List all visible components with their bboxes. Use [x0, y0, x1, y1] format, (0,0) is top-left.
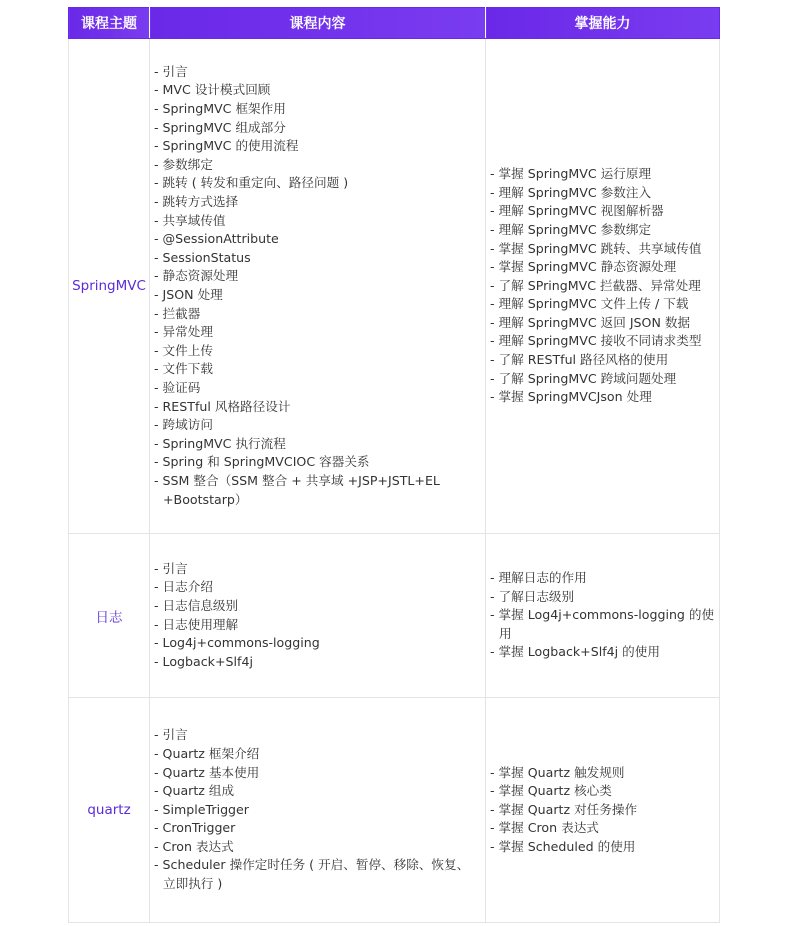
list-item: - Quartz 基本使用 — [154, 764, 260, 780]
list-item: - 跳转 ( 转发和重定向、路径问题 ) — [154, 175, 349, 191]
ability-cell — [486, 39, 720, 534]
list-item: - 掌握 Quartz 对任务操作 — [490, 801, 638, 817]
list-item: - 掌握 Scheduled 的使用 — [490, 838, 636, 854]
ability-list — [490, 165, 715, 407]
list-item: - 跳转方式选择 — [154, 194, 239, 210]
list-item: - SSM 整合（SSM 整合 + 共享域 +JSP+JSTL+EL +Bootstarp） — [154, 472, 440, 507]
list-item: - 参数绑定 — [154, 156, 213, 172]
list-item: - SessionStatus — [154, 249, 251, 265]
list-item: - SpringMVC 执行流程 — [154, 435, 286, 451]
list-item: - 理解 SpringMVC 文件上传 / 下载 — [490, 296, 689, 312]
list-item: - Quartz 框架介绍 — [154, 745, 260, 761]
list-item: - 了解 SpringMVC 跨域问题处理 — [490, 370, 677, 386]
ability-cell — [486, 698, 720, 923]
list-item: - 理解日志的作用 — [490, 570, 587, 586]
list-item: - 理解 SpringMVC 参数注入 — [490, 184, 652, 200]
list-item: - 掌握 Logback+Slf4j 的使用 — [490, 644, 660, 660]
topic-cell: 日志 — [69, 534, 150, 698]
list-item: - 掌握 Cron 表达式 — [490, 820, 599, 836]
course-table — [68, 7, 720, 923]
list-item: - 日志介绍 — [154, 579, 213, 595]
list-item: - 理解 SpringMVC 视图解析器 — [490, 203, 664, 219]
ability-list — [490, 569, 715, 662]
content-cell — [150, 698, 486, 923]
list-item: - 引言 — [154, 727, 188, 743]
list-item: - JSON 处理 — [154, 287, 223, 302]
list-item: - SpringMVC 组成部分 — [154, 119, 286, 135]
list-item: - 掌握 Quartz 触发规则 — [490, 764, 625, 780]
list-item: - 了解日志级别 — [490, 588, 575, 604]
ability-cell — [486, 534, 720, 698]
list-item: - Log4j+commons-logging — [154, 635, 320, 651]
list-item: - @SessionAttribute — [154, 231, 279, 247]
list-item: - 文件上传 — [154, 342, 213, 358]
list-item: - 掌握 SpringMVC 运行原理 — [490, 166, 652, 182]
list-item: - 理解 SpringMVC 参数绑定 — [490, 221, 652, 237]
list-item: - Spring 和 SpringMVCIOC 容器关系 — [154, 454, 370, 470]
list-item: - 日志信息级别 — [154, 597, 239, 613]
list-item: - 静态资源处理 — [154, 268, 239, 284]
table-row — [69, 534, 720, 698]
list-item: - Quartz 组成 — [154, 783, 235, 799]
list-item: - Cron 表达式 — [154, 838, 234, 854]
list-item: - 验证码 — [154, 379, 201, 395]
list-item: - RESTful 风格路径设计 — [154, 398, 291, 414]
content-cell — [150, 39, 486, 534]
list-item: - 异常处理 — [154, 324, 213, 340]
list-item: - 掌握 Log4j+commons-logging 的使用 — [490, 607, 715, 641]
list-item: - 引言 — [154, 63, 188, 79]
topic-cell: quartz — [69, 698, 150, 923]
list-item: - 理解 SpringMVC 接收不同请求类型 — [490, 333, 702, 349]
list-item: - Logback+Slf4j — [154, 653, 253, 669]
table-row — [69, 39, 720, 534]
header-row — [69, 8, 720, 39]
list-item: - 跨域访问 — [154, 417, 213, 433]
list-item: - SimpleTrigger — [154, 801, 249, 817]
topic-cell: SpringMVC — [69, 39, 150, 534]
list-item: - 掌握 SpringMVC 跳转、共享域传值 — [490, 240, 702, 256]
list-item: - Scheduler 操作定时任务 ( 开启、暂停、移除、恢复、立即执行 ) — [154, 857, 470, 892]
list-item: - 文件下载 — [154, 361, 213, 377]
content-cell — [150, 534, 486, 698]
header-content: 课程内容 — [150, 8, 486, 39]
list-item: - 掌握 SpringMVC 静态资源处理 — [490, 259, 677, 275]
list-item: - 掌握 SpringMVCJson 处理 — [490, 389, 652, 405]
list-item: - 共享域传值 — [154, 212, 226, 228]
list-item: - MVC 设计模式回顾 — [154, 82, 271, 98]
ability-list — [490, 764, 715, 857]
list-item: - 理解 SpringMVC 返回 JSON 数据 — [490, 314, 691, 330]
list-item: - 拦截器 — [154, 305, 201, 321]
content-list — [154, 63, 481, 509]
table-row — [69, 698, 720, 923]
list-item: - CronTrigger — [154, 820, 236, 836]
list-item: - 了解 SPringMVC 拦截器、异常处理 — [490, 277, 701, 293]
list-item: - SpringMVC 框架作用 — [154, 101, 286, 117]
content-list — [154, 560, 481, 672]
list-item: - 日志使用理解 — [154, 616, 239, 632]
list-item: - 引言 — [154, 560, 188, 576]
header-topic: 课程主题 — [69, 8, 150, 39]
content-list — [154, 726, 481, 893]
list-item: - 了解 RESTful 路径风格的使用 — [490, 352, 669, 368]
header-ability: 掌握能力 — [486, 8, 720, 39]
list-item: - 掌握 Quartz 核心类 — [490, 783, 612, 799]
list-item: - SpringMVC 的使用流程 — [154, 138, 299, 154]
